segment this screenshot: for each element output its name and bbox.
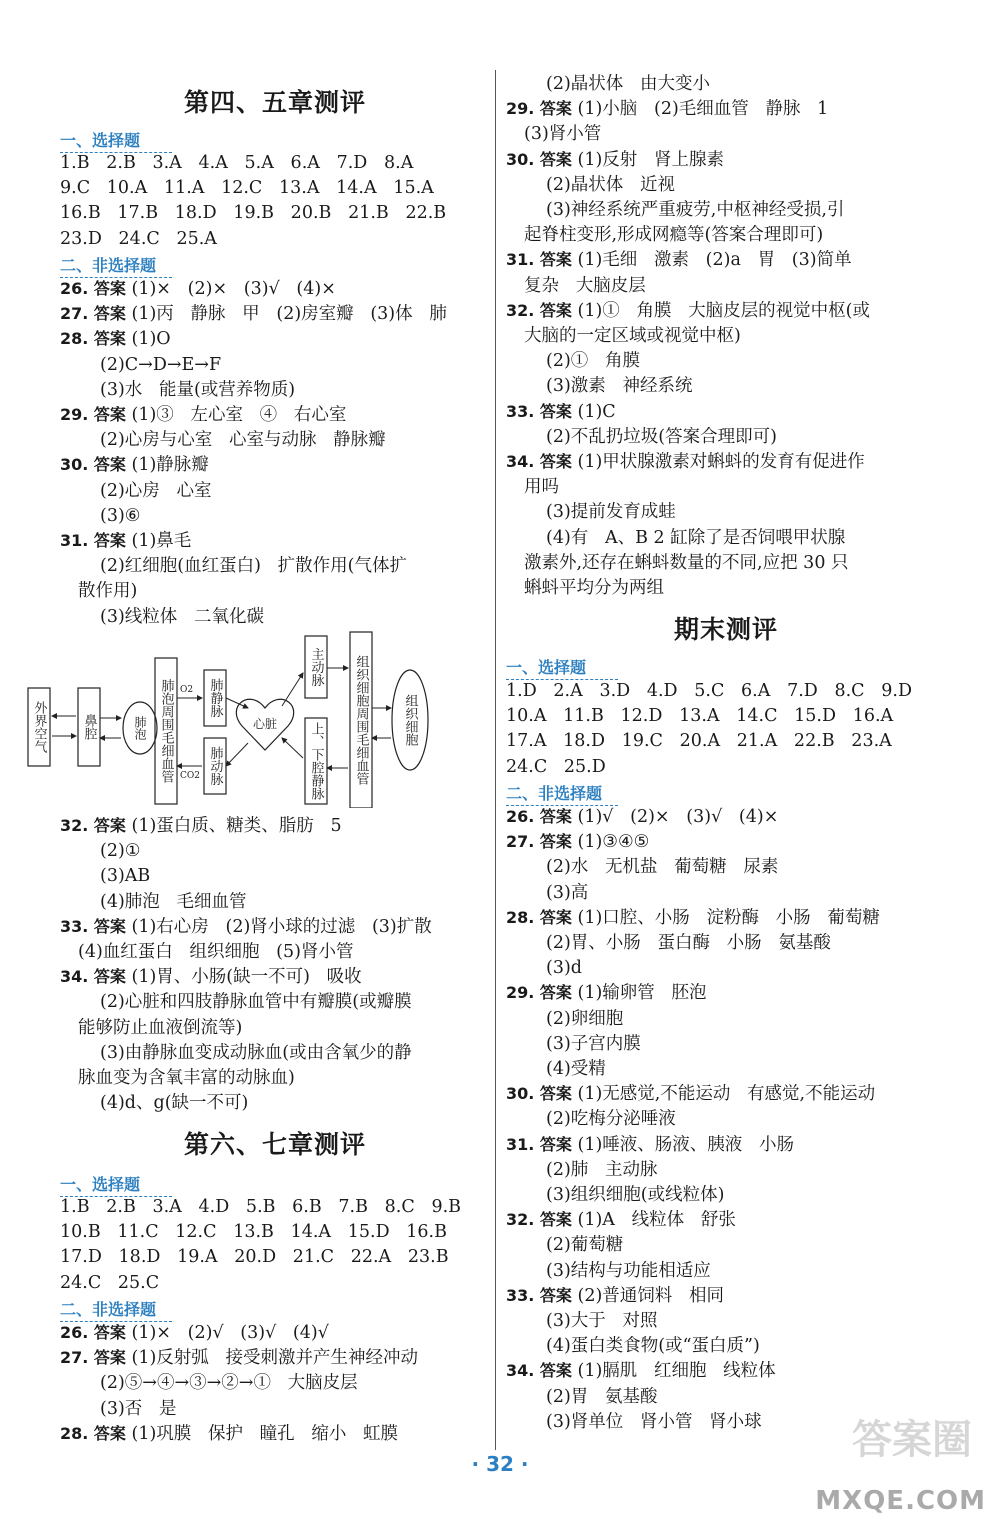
answer-line [506,300,870,322]
answer-label: 答案 [539,832,572,852]
answer-line [60,1322,329,1344]
answer-text: (1)反射 肾上腺素 [577,149,724,170]
choice-answers-row: 16.B 17.B 18.D 19.B 20.B 21.B 22.B [60,203,447,224]
answer-line: (3)神经系统严重疲劳,中枢神经受损,引 [546,200,845,220]
choice-answers-row: 17.A 18.D 19.C 20.A 21.A 22.B 23.A [506,731,892,752]
choice-answers-row: 9.C 10.A 11.A 12.C 13.A 14.A 15.A [60,178,434,199]
answer-line: (2)① 角膜 [546,351,640,372]
answer-label: 答案 [539,907,572,927]
choice-answers-row: 1.B 2.B 3.A 4.A 5.A 6.A 7.D 8.A [60,153,414,173]
answer-text: (1)右心房 (2)肾小球的过滤 (3)扩散 [131,916,432,937]
answer-text: (1)甲状腺激素对蝌蚪的发育有促进作 [577,452,865,472]
watermark-stamp: 答案圈 [852,1417,972,1463]
answer-line: (2)红细胞(血红蛋白) 扩散作用(气体扩 [100,556,407,577]
answer-line [506,1134,794,1156]
question-number: 31. [506,1134,535,1154]
answer-line: (2)水 无机盐 葡萄糖 尿素 [546,857,779,878]
answer-text: (1)巩膜 保护 瞳孔 缩小 虹膜 [131,1423,399,1444]
choice-answers-row: 10.A 11.B 12.D 13.A 14.C 15.D 16.A [506,706,894,727]
answer-label: 答案 [539,1134,572,1154]
choice-answers-row: 17.D 18.D 19.A 20.D 21.C 22.A 23.B [60,1247,449,1268]
answer-label: 答案 [93,455,126,475]
answer-label: 答案 [93,279,126,298]
question-number: 34. [60,967,89,987]
answer-line: (4)d、g(缺一不可) [100,1093,249,1114]
label-nose: 鼻腔 [81,714,97,740]
watermark-domain: MXQE.COM [815,1486,986,1516]
label-o2: O2 [180,685,194,695]
answer-label: 答案 [93,531,126,550]
answer-line [506,401,616,423]
answer-line: (3)肾单位 肾小管 肾小球 [546,1411,762,1432]
subsection-heading: 一、选择题 [60,1172,140,1195]
answer-line: (2)晶状体 由大变小 [546,74,710,94]
question-number: 26. [60,1323,89,1342]
label-co2: CO2 [180,771,200,781]
answer-text: (1)无感觉,不能运动 有感觉,不能运动 [577,1084,876,1105]
answer-text: (1)输卵管 胚泡 [577,983,707,1004]
question-number: 31. [506,250,535,270]
question-number: 34. [506,452,535,471]
answer-line: (4)有 A、B 2 缸除了是否饲喂甲状腺 [546,527,846,548]
answer-line: 激素外,还存在蝌蚪数量的不同,应把 30 只 [524,552,849,573]
answer-label: 答案 [93,304,126,324]
answer-line: (2)心脏和四肢静脉血管中有瓣膜(或瓣膜 [100,992,412,1013]
answer-text: (1)毛细 激素 (2)a 胃 (3)简单 [577,250,852,271]
answer-text: (1)反射弧 接受刺激并产生神经冲动 [131,1348,418,1369]
label-heart: 心脏 [252,717,278,731]
section-title: 期末测评 [673,615,778,644]
answer-label: 答案 [93,967,126,987]
answer-line: (3)组织细胞(或线粒体) [546,1185,725,1205]
answer-label: 答案 [539,807,572,826]
answer-line: (2)晶状体 近视 [546,174,675,195]
label-tissue-cell: 组织细胞 [402,694,418,746]
answer-line [60,454,209,476]
question-number: 28. [60,329,89,349]
choice-answers-row: 10.B 11.C 12.C 13.B 14.A 15.D 16.B [60,1222,447,1243]
answer-line: (4)肺泡 毛细血管 [100,891,247,912]
question-number: 33. [506,401,535,421]
answer-line: (2)卵细胞 [546,1008,624,1029]
answer-label: 答案 [93,405,126,424]
answer-label: 答案 [539,1210,572,1230]
subsection-heading: 一、选择题 [60,128,140,151]
answer-line: 蝌蚪平均分为两组 [524,578,664,598]
answer-line: (4)受精 [546,1059,606,1079]
answer-label: 答案 [539,99,572,119]
answer-line: (3)⑥ [100,505,141,526]
subsection-heading: 一、选择题 [506,655,586,678]
choice-answers-row: 1.B 2.B 3.A 4.D 5.B 6.B 7.B 8.C 9.B [60,1197,461,1217]
label-alveolar-capillary: 肺泡周围毛细血管 [158,679,174,783]
answer-text: (1)× (2)√ (3)√ (4)√ [131,1323,329,1343]
answer-line [60,530,191,552]
answer-label: 答案 [539,250,572,270]
question-number: 29. [506,983,535,1003]
question-number: 27. [506,832,535,852]
answer-line: (2)心房与心室 心室与动脉 静脉瓣 [100,430,386,451]
answer-line: 能够防止血液倒流等) [78,1017,243,1038]
answer-line: 脉血变为含氧丰富的动脉血) [78,1068,295,1088]
answer-line: (2)胃 氨基酸 [546,1386,658,1407]
answer-label: 答案 [93,1348,126,1368]
choice-answers-row: 23.D 24.C 25.A [60,228,217,249]
answer-line [60,404,346,426]
answer-line [506,98,828,120]
answer-line [506,1360,776,1382]
question-number: 30. [506,149,535,169]
question-number: 32. [506,300,535,320]
answer-text: (1)③④⑤ [577,832,650,853]
question-number: 29. [60,405,89,424]
answer-line: 复杂 大脑皮层 [524,275,646,296]
answer-line: (3)肾小管 [524,124,602,145]
circulation-diagram [20,628,460,808]
label-aorta: 主动脉 [308,647,324,687]
answer-text: (1)小脑 (2)毛细血管 静脉 1 [577,99,829,120]
answer-label: 答案 [93,816,126,835]
answer-label: 答案 [539,1285,572,1305]
answer-line: 起脊柱变形,形成网瘾等(答案合理即可) [524,225,824,246]
answer-line [60,916,432,938]
question-number: 30. [506,1084,535,1104]
answer-line [506,907,880,929]
choice-answers-row: 1.D 2.A 3.D 4.D 5.C 6.A 7.D 8.C 9.D [506,681,912,701]
answer-text: (1)口腔、小肠 淀粉酶 小肠 葡萄糖 [577,907,880,928]
answer-text: (2)普通饲料 相同 [577,1285,724,1306]
answer-text: (1)唾液、肠液、胰液 小肠 [577,1134,794,1155]
answer-line: (3)高 [546,882,589,903]
question-number: 28. [506,907,535,927]
choice-answers-row: 24.C 25.C [60,1272,160,1293]
answer-text: (1)膈肌 红细胞 线粒体 [577,1361,776,1382]
question-number: 26. [60,279,89,298]
answer-text: (1)蛋白质、糖类、脂肪 5 [131,816,342,836]
answer-line: (3)由静脉血变成动脉血(或由含氧少的静 [100,1042,412,1063]
answer-line [506,1083,875,1105]
answer-label: 答案 [539,983,572,1003]
section-title: 第六、七章测评 [183,1130,366,1159]
answer-label: 答案 [539,452,572,471]
answer-line [60,1423,398,1445]
answer-label: 答案 [93,916,126,936]
question-number: 34. [506,1361,535,1381]
answer-text: (1)① 角膜 大脑皮层的视觉中枢(或 [577,300,871,321]
answer-line: (3)AB [100,866,151,887]
answer-line [506,451,865,473]
answer-text: (1)× (2)× (3)√ (4)× [131,279,336,299]
answer-line [60,278,336,300]
answer-line: (3)子宫内膜 [546,1033,641,1054]
answer-line [60,966,362,988]
answer-text: (1)丙 静脉 甲 (2)房室瓣 (3)体 肺 [131,304,447,325]
question-number: 28. [60,1423,89,1443]
question-number: 33. [60,916,89,936]
answer-text: (1)A 线粒体 舒张 [577,1210,736,1231]
answer-text: (1)胃、小肠(缺一不可) 吸收 [131,967,362,988]
label-pulmonary-artery: 肺动脉 [207,746,223,786]
label-alveolus: 肺泡 [133,716,147,740]
answer-line [60,328,171,350]
answer-line: (3)激素 神经系统 [546,376,693,397]
answer-line [506,806,778,828]
answer-line: (3)线粒体 二氧化碳 [100,606,264,627]
answer-line: 散作用) [78,581,138,602]
answer-line: (2)① [100,841,141,862]
label-pulmonary-vein: 肺静脉 [207,678,223,718]
label-tissue-capillary: 组织细胞周围毛细血管 [353,655,369,785]
question-number: 29. [506,99,535,119]
answer-label: 答案 [93,329,126,349]
label-outside-air: 外界空气 [31,701,47,753]
answer-text: (1)√ (2)× (3)√ (4)× [577,807,779,827]
answer-line: (3)水 能量(或营养物质) [100,379,296,400]
answer-line [506,831,649,853]
question-number: 27. [60,304,89,324]
answer-line [60,303,447,325]
answer-line [506,149,724,171]
answer-line [506,1285,724,1307]
answer-label: 答案 [539,149,572,169]
question-number: 27. [60,1348,89,1368]
answer-line: (2)葡萄糖 [546,1235,624,1256]
answer-line [506,1209,736,1231]
subsection-heading: 二、非选择题 [60,253,156,276]
answer-line: (3)大于 对照 [546,1311,658,1331]
answer-label: 答案 [539,1361,572,1381]
answer-label: 答案 [93,1323,126,1342]
answer-line [506,249,852,271]
answer-text: (1)静脉瓣 [131,455,209,476]
label-vena-cava: 上、下腔静脉 [308,722,324,800]
answer-line [506,982,707,1004]
answer-line: (3)d [546,958,582,979]
answer-label: 答案 [539,300,572,320]
answer-label: 答案 [93,1423,126,1443]
answer-text: (1)O [131,329,171,350]
answer-line: (2)胃、小肠 蛋白酶 小肠 氨基酸 [546,933,831,953]
answer-line: (3)结构与功能相适应 [546,1260,711,1281]
answer-text: (1)鼻毛 [131,531,192,551]
answer-line: (2)C→D→E→F [100,354,222,375]
question-number: 30. [60,455,89,475]
choice-answers-row: 24.C 25.D [506,756,606,777]
subsection-heading: 二、非选择题 [506,781,602,804]
answer-text: (1)C [577,401,616,422]
answer-line [60,1347,418,1369]
column-divider [495,70,496,1450]
question-number: 31. [60,531,89,550]
answer-text: (1)③ 左心室 ④ 右心室 [131,405,347,425]
answer-line: (4)蛋白类食物(或“蛋白质”) [546,1336,760,1357]
answer-line: 用吗 [524,477,559,498]
subsection-heading: 二、非选择题 [60,1297,156,1320]
answer-line: (2)吃梅分泌唾液 [546,1109,676,1130]
answer-label: 答案 [539,1084,572,1104]
answer-line: (2)⑤→④→③→②→① 大脑皮层 [100,1373,358,1394]
answer-line: (2)不乱扔垃圾(答案合理即可) [546,426,777,447]
answer-line: 大脑的一定区域或视觉中枢) [524,326,741,346]
question-number: 32. [60,816,89,835]
question-number: 26. [506,807,535,826]
answer-line: (3)提前发育成蛙 [546,502,676,523]
answer-line: (2)肺 主动脉 [546,1159,658,1180]
answer-line: (2)心房 心室 [100,480,212,501]
question-number: 33. [506,1285,535,1305]
answer-line [60,815,342,837]
answer-label: 答案 [539,401,572,421]
section-title: 第四、五章测评 [183,88,366,117]
answer-line: (3)否 是 [100,1398,177,1419]
question-number: 32. [506,1210,535,1230]
page-number: · 32 · [471,1452,529,1476]
answer-line: (4)血红蛋白 组织细胞 (5)肾小管 [78,942,354,962]
